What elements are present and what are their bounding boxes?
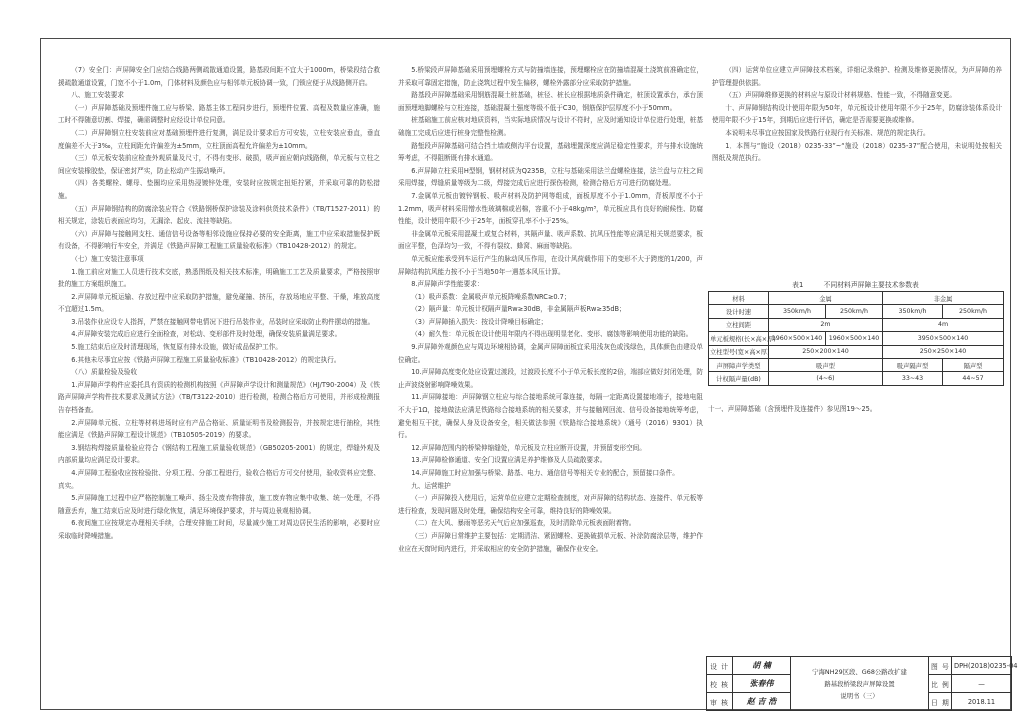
text-paragraph: 6.声屏障立柱采用H型钢，钢材材质为Q235B，立柱与基础采用法兰盘螺栓连接，法兰盘与立柱之间采用焊接，焊缝质量等级为二级，焊接完成后应进行探伤检测，检测合格后方可进行防腐处理。 (398, 166, 703, 188)
table-cell: 350km/h (883, 305, 943, 318)
text-paragraph: 6.夜间施工应按规定办理相关手续，合理安排施工时间，尽量减少施工对周边居民生活的影响，必要时应采取临时降噪措施。 (58, 519, 380, 540)
table-row-label: 声屏障声学类型 (709, 358, 769, 371)
table-cell: 250×200×140 (769, 345, 883, 358)
table-cell: 4m (883, 318, 1004, 331)
designer-label: 设 计 (707, 657, 733, 675)
text-paragraph: 4.声屏障工程验收应按检验批、分项工程、分部工程进行，验收合格后方可交付使用，验收资料应完整、真实。 (58, 469, 380, 490)
table-row (709, 318, 1004, 331)
reviewer-label: 审 核 (707, 693, 733, 711)
text-paragraph: 本说明未尽事宜应按国家及铁路行业现行有关标准、规范的规定执行。 (725, 128, 930, 137)
text-paragraph: 3.钢结构焊接质量检验应符合《钢结构工程施工质量验收规范》（GB50205-2001）的规定，焊缝外观及内部质量均应满足设计要求。 (58, 443, 380, 465)
table-cell: 吸声隔声型 (883, 358, 943, 371)
table-row (709, 332, 1004, 345)
table-row (709, 305, 1004, 318)
text-paragraph: （2）隔声量：单元板计权隔声量Rw≥30dB，非金属隔声板Rw≥35dB； (411, 305, 626, 314)
parameter-table (708, 291, 1004, 386)
text-paragraph: 1.施工前应对施工人员进行技术交底，熟悉图纸及相关技术标准，明确施工工艺及质量要求，严格按照审批的施工方案组织施工。 (58, 267, 380, 289)
text-paragraph: （二）声屏障钢立柱安装前应对基础预埋件进行复测，满足设计要求后方可安装，立柱安装应垂直，垂直度偏差不大于3‰，立柱间距允许偏差为±5mm，立柱顶面高程允许偏差为±10mm。 (58, 128, 380, 150)
text-paragraph: 十、声屏障钢结构设计使用年限为50年，单元板设计使用年限不少于25年，防腐涂装体系设计使用年限不少于15年，到期后应进行评估，确定是否需要更换或维修。 (712, 103, 1002, 125)
drawing-title (791, 657, 929, 711)
table-row-label: 单元板规格(长×高×厚) (709, 332, 769, 345)
text-paragraph: 3.吊装作业应设专人指挥，严禁在接触网带电情况下进行吊装作业，吊装时应采取防止构件摆动的措施。 (71, 317, 375, 326)
text-paragraph: （三）单元板安装前应检查外观质量及尺寸，不得有变形、破损，吸声面应朝向线路侧，单元板与立柱之间应安装橡胶垫，保证密封严实，防止松动产生振动噪声。 (58, 154, 380, 175)
text-paragraph: 非金属单元板采用混凝土或复合材料，其隔声量、吸声系数、抗风压性能等应满足相关规范要求，板面应平整，色泽均匀一致，不得有裂纹、蜂窝、麻面等缺陷。 (398, 229, 703, 251)
text-paragraph: （4）耐久性：单元板在设计使用年限内不得出现明显老化、变形、腐蚀等影响使用功能的缺陷。 (411, 330, 693, 339)
text-paragraph: 5.桥梁段声屏障基础采用预埋螺栓方式与防撞墙连接，预埋螺栓应在防撞墙混凝土浇筑前准确定位，并采取可靠固定措施，防止浇筑过程中发生偏移，螺栓外露部分应采取防护措施。 (398, 66, 703, 87)
table-row-label: 立柱间距 (709, 318, 769, 331)
text-paragraph: 桩基础施工前应核对地质资料，当实际地质情况与设计不符时，应及时通知设计单位进行处理，桩基础施工完成后应进行桩身完整性检测。 (398, 116, 703, 137)
text-paragraph: （一）声屏障基础及预埋件施工应与桥梁、路基主体工程同步进行，预埋件位置、高程及数量应准确，施工时不得随意切割、焊接，确需调整时应经设计单位同意。 (58, 103, 380, 125)
text-paragraph: （3）声屏障插入损失：按设计降噪目标确定； (411, 317, 548, 326)
table-row (709, 345, 1004, 358)
text-paragraph: 4.声屏障安装完成后应进行全面检查，对松动、变形部件及时处理，确保安装质量满足要求。 (71, 330, 342, 339)
text-paragraph: （八）质量检验及验收 (71, 368, 138, 377)
text-paragraph: 8.声屏障声学性能要求： (411, 280, 484, 289)
table-row-label: 立柱型号(宽×高×厚) (709, 345, 769, 358)
table-cell: 250km/h (943, 305, 1004, 318)
table-cell: 吸声型 (769, 358, 883, 371)
table-row (709, 372, 1004, 385)
scale-value: — (952, 675, 1012, 693)
text-paragraph: 1.声屏障声学构件应委托具有资质的检测机构按照《声屏障声学设计和测量规范》（HJ/T90-2004）及《铁路声屏障声学构件技术要求及测试方法》（TB/T3122-2010）进行检测，检测合格后方可使用，并形成检测报告存档备查。 (58, 380, 380, 415)
table-cell: 44~57 (943, 372, 1004, 385)
checker-signature: 张春伟 (733, 675, 791, 693)
table-row-label: 设计时速 (709, 305, 769, 318)
table-row (709, 292, 1004, 305)
text-paragraph: 14.声屏障施工时应加强与桥梁、路基、电力、通信信号等相关专业的配合，预留接口条件。 (411, 469, 679, 477)
text-paragraph: 八、施工安装要求 (71, 91, 124, 100)
text-paragraph: 路堑段声屏障基础可结合挡土墙或侧沟平台设置，基础埋置深度应满足稳定性要求，并与排水设施统筹考虑，不得阻断既有排水通道。 (398, 141, 703, 163)
text-paragraph: （7）安全门：声屏障安全门应结合线路两侧疏散通道设置，路基段间距不宜大于1000m，桥梁段结合救援疏散通道设置，门宽不小于1.0m，门体材料及颜色应与相邻单元板协调一致，门锁应便于从线路侧开启。 (58, 66, 380, 87)
table-row (709, 358, 1004, 371)
text-paragraph: 12.声屏障范围内的桥梁伸缩缝处，单元板及立柱应断开设置，并预留变形空间。 (411, 443, 646, 452)
drawing-number-label: 图 号 (929, 657, 952, 675)
drawing-number: DPH(2018)0235-04 (952, 657, 1012, 675)
reviewer-signature: 赵 吉 浩 (733, 693, 791, 711)
text-paragraph: （四）运营单位应建立声屏障技术档案，详细记录维护、检测及维修更换情况，为声屏障的养护管理提供依据。 (712, 66, 1002, 87)
table-cell: 250×250×140 (883, 345, 1004, 358)
text-paragraph: 9.声屏障外观颜色应与周边环境相协调，金属声屏障面板宜采用浅灰色或浅绿色，具体颜色由建设单位确定。 (398, 343, 703, 364)
table-cell: 350km/h (769, 305, 826, 318)
text-paragraph: 九、运营维护 (411, 481, 451, 490)
text-paragraph: （六）声屏障与接触网支柱、通信信号设备等相邻设施应保持必要的安全距离，施工中应采取措施保护既有设备，不得影响行车安全，并满足《铁路声屏障工程施工质量验收标准》（TB10428-2012）的规定。 (58, 229, 380, 251)
text-paragraph: （三）声屏障日常维护主要包括：定期清洁、紧固螺栓、更换破损单元板、补涂防腐涂层等，维护作业应在天窗时间内进行，并采取相应的安全防护措施，确保作业安全。 (398, 531, 703, 553)
table-cell: 2m (769, 318, 883, 331)
table-cell: 250km/h (826, 305, 883, 318)
text-paragraph: 7.金属单元板由镀锌钢板、吸声材料及防护网等组成，面板厚度不小于1.0mm，背板厚度不小于1.2mm，吸声材料采用憎水性玻璃棉或岩棉，容重不小于48kg/m³，单元板应具有良好的耐候性、防腐性能，设计使用年限不少于25年，面板穿孔率不小于25%。 (398, 191, 703, 226)
text-paragraph: （七）施工安装注意事项 (71, 254, 144, 263)
drawing-title-line: 宁海NH29区段、G68公路改扩建 (812, 667, 907, 676)
text-column-middle (398, 64, 703, 694)
table-cell: 隔声型 (943, 358, 1004, 371)
text-paragraph: （1）吸声系数：金属吸声单元板降噪系数NRC≥0.7； (411, 292, 571, 301)
date-value: 2018.11 (952, 693, 1012, 711)
text-column-right (712, 64, 1002, 214)
table-cell: 1960×500×140 (769, 332, 826, 345)
text-paragraph: 1．本图与“施设（2018）0235-33”~“施设（2018）0235-37”配合使用，未说明处按相关图纸及规范执行。 (712, 141, 1002, 163)
table-cell: 33~43 (883, 372, 943, 385)
title-block (706, 656, 1018, 711)
text-paragraph: （四）各类螺栓、螺母、垫圈均应采用热浸镀锌处理，安装时应按规定扭矩拧紧，并采取可靠的防松措施。 (58, 179, 380, 200)
designer-signature: 胡 楠 (733, 657, 791, 675)
text-paragraph: 路基段声屏障基础采用钢筋混凝土桩基础，桩径、桩长应根据地质条件确定，桩顶设置承台，承台顶面预埋地脚螺栓与立柱连接，基础混凝土强度等级不低于C30，钢筋保护层厚度不小于50mm。 (398, 91, 703, 112)
table-header-cell: 金属 (769, 292, 883, 305)
text-paragraph: （五）声屏障钢结构的防腐涂装应符合《铁路钢桥保护涂装及涂料供货技术条件》（TB/T1527-2011）的相关规定，涂装后表面应均匀，无漏涂、起皮、流挂等缺陷。 (58, 204, 380, 226)
drawing-title-line: 路基段桥梁段声屏障设置 (824, 679, 895, 688)
text-paragraph: （一）声屏障投入使用后，运营单位应建立定期检查制度，对声屏障的结构状态、连接件、单元板等进行检查，发现问题及时处理，确保结构安全可靠，维持良好的降噪效果。 (398, 494, 703, 515)
text-paragraph: 11.声屏障接地：声屏障钢立柱应与综合接地系统可靠连接，每隔一定距离设置接地端子，接地电阻不大于1Ω，接地做法应满足铁路综合接地系统的相关要求，并与接触网回流、信号设备接地统筹考虑，避免相互干扰，确保人身及设备安全，相关做法参照《铁路综合接地系统》（通号（2016）9301）执行。 (398, 393, 703, 440)
checker-label: 校 核 (707, 675, 733, 693)
table-cell: (4~6) (769, 372, 883, 385)
table-cell: 1960×500×140 (826, 332, 883, 345)
text-paragraph: 10.声屏障高度变化处应设置过渡段，过渡段长度不小于单元板长度的2倍，端部应做好封闭处理，防止声波绕射影响降噪效果。 (398, 368, 703, 389)
scale-label: 比 例 (929, 675, 952, 693)
text-paragraph: 13.声屏障检修通道、安全门设置应满足养护维修及人员疏散要求。 (411, 456, 607, 465)
text-paragraph: （五）声屏障维修更换的材料应与原设计材料规格、性能一致，不得随意变更。 (725, 91, 956, 100)
table-caption: 表1 不同材料声屏障主要技术参数表 (792, 281, 919, 289)
table-header-cell: 非金属 (883, 292, 1004, 305)
text-paragraph: 5.声屏障施工过程中应严格控制施工噪声、扬尘及废弃物排放，施工废弃物应集中收集、统一处理，不得随意丢弃，施工结束后应及时进行绿化恢复，满足环境保护要求，并与周边景观相协调。 (58, 494, 380, 515)
table-note: 十一、声屏障基础（含预埋件及连接件）参见图19～25。 (708, 405, 877, 413)
text-paragraph: （二）在大风、暴雨等恶劣天气后应加强巡查，及时清除单元板表面附着物。 (411, 519, 636, 528)
text-paragraph: 单元板应能承受列车运行产生的脉动风压作用，在设计风荷载作用下的变形不大于跨度的1/200，声屏障结构抗风能力按不小于当地50年一遇基本风压计算。 (398, 254, 703, 276)
text-column-left (58, 64, 380, 632)
text-paragraph: 2.声屏障单元板运输、存放过程中应采取防护措施，避免碰撞、挤压，存放场地应平整、干燥，堆放高度不宜超过1.5m。 (58, 292, 380, 314)
text-paragraph: 5.施工结束后应及时清理现场，恢复原有排水设施，做好成品保护工作。 (71, 343, 282, 352)
drawing-title-line: 说明书（三） (840, 691, 879, 700)
text-paragraph: 2.声屏障单元板、立柱等材料进场时应有产品合格证、质量证明书及检测报告，并按规定进行抽检，其性能应满足《铁路声屏障工程设计规范》（TB10505-2019）的要求。 (58, 418, 380, 440)
text-paragraph: 6.其他未尽事宜应按《铁路声屏障工程施工质量验收标准》（TB10428-2012）的规定执行。 (71, 355, 341, 364)
table-header-cell: 材料 (709, 292, 769, 305)
table-row-label: 计权隔声量(dB) (709, 372, 769, 385)
date-label: 日 期 (929, 693, 952, 711)
table-cell: 3950×500×140 (883, 332, 1004, 345)
